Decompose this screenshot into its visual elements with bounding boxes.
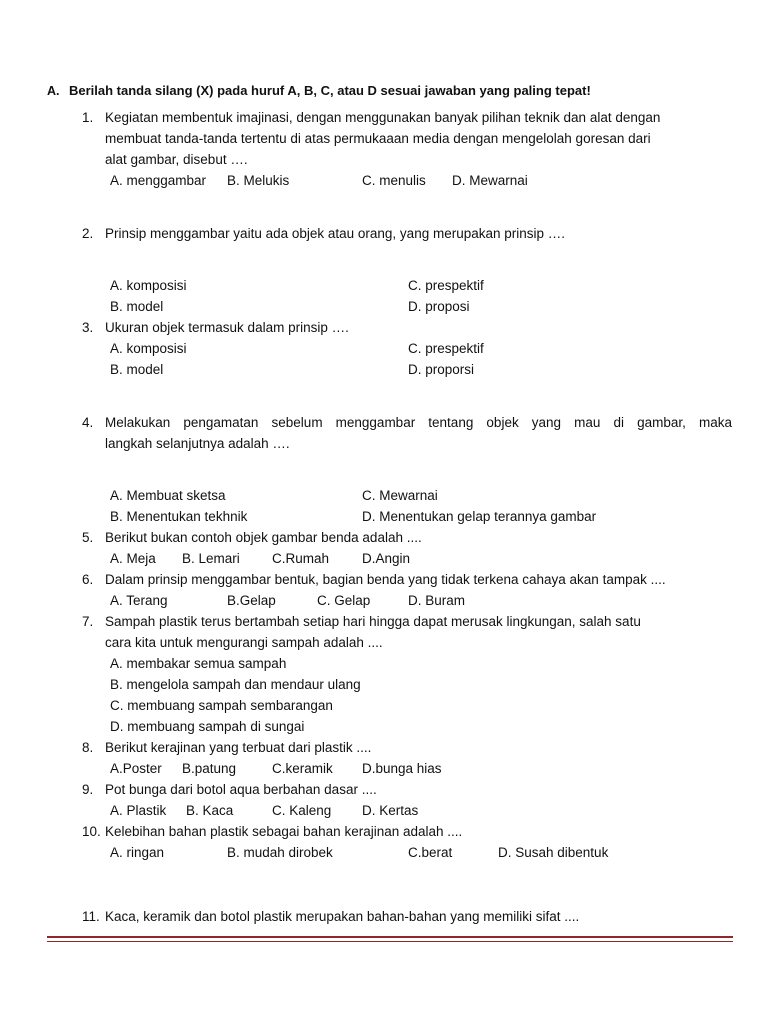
option-d[interactable]: D. Buram [408, 593, 466, 608]
question-text-line: Pot bunga dari botol aqua berbahan dasar .... [105, 782, 377, 797]
option-a[interactable]: A. Plastik [110, 803, 167, 818]
question-text-line: membuat tanda-tanda tertentu di atas permukaaan media dengan mengelolah goresan dari [105, 131, 651, 146]
option-b[interactable]: B. Menentukan tekhnik [110, 509, 248, 524]
question-number: 8. [82, 740, 94, 755]
option-b[interactable]: B. Lemari [182, 551, 240, 566]
question-text-line: langkah selanjutnya adalah …. [105, 436, 290, 451]
option-d[interactable]: D.Angin [362, 551, 411, 566]
option-b[interactable]: B. Melukis [227, 173, 290, 188]
option-d[interactable]: D. proposi [408, 299, 470, 314]
option-a[interactable]: A. komposisi [110, 278, 187, 293]
option-c[interactable]: C.keramik [272, 761, 333, 776]
question-number: 10. [82, 824, 101, 839]
option-c[interactable]: C. Gelap [317, 593, 371, 608]
option-d[interactable]: D. Mewarnai [452, 173, 528, 188]
question-number: 6. [82, 572, 94, 587]
option-d[interactable]: D.bunga hias [362, 761, 442, 776]
option-a[interactable]: A. Meja [110, 551, 156, 566]
option-a[interactable]: A. ringan [110, 845, 165, 860]
question-number: 11. [82, 909, 100, 924]
option-c[interactable]: C. membuang sampah sembarangan [110, 698, 333, 713]
question-text-line: Sampah plastik terus bertambah setiap hari hingga dapat merusak lingkungan, salah satu [105, 614, 641, 629]
question-text-line: Prinsip menggambar yaitu ada objek atau orang, yang merupakan prinsip …. [105, 226, 566, 241]
option-c[interactable]: C. Kaleng [272, 803, 332, 818]
question-number: 4. [82, 415, 94, 430]
footer-divider [47, 936, 733, 938]
option-b[interactable]: B.patung [182, 761, 237, 776]
question-text-line: Kegiatan membentuk imajinasi, dengan menggunakan banyak pilihan teknik dan alat dengan [105, 110, 661, 125]
question-text-line: Kelebihan bahan plastik sebagai bahan kerajinan adalah .... [105, 824, 463, 839]
question-text-line: Berikut kerajinan yang terbuat dari plastik .... [105, 740, 372, 755]
question-text-line: Dalam prinsip menggambar bentuk, bagian benda yang tidak terkena cahaya akan tampak .... [105, 572, 666, 587]
question-number: 7. [82, 614, 94, 629]
section-instruction: Berilah tanda silang (X) pada huruf A, B, C, atau D sesuai jawaban yang paling tepat! [69, 83, 591, 98]
option-c[interactable]: C. Mewarnai [362, 488, 438, 503]
section-letter: A. [47, 84, 60, 98]
question-number: 3. [82, 320, 94, 335]
option-a[interactable]: A. Terang [110, 593, 168, 608]
option-b[interactable]: B. model [110, 299, 164, 314]
option-c[interactable]: C. menulis [362, 173, 426, 188]
option-a[interactable]: A. Membuat sketsa [110, 488, 226, 503]
question-number: 9. [82, 782, 94, 797]
option-c[interactable]: C.berat [408, 845, 453, 860]
option-d[interactable]: D. proporsi [408, 362, 475, 377]
option-a[interactable]: A. membakar semua sampah [110, 656, 287, 671]
question-text-line: Kaca, keramik dan botol plastik merupakan bahan-bahan yang memiliki sifat .... [105, 909, 580, 924]
option-a[interactable]: A.Poster [110, 761, 162, 776]
option-c[interactable]: C. prespektif [408, 341, 484, 356]
option-c[interactable]: C. prespektif [408, 278, 484, 293]
footer-divider-thin [47, 941, 733, 942]
question-text-line: Berikut bukan contoh objek gambar benda adalah .... [105, 530, 422, 545]
option-d[interactable]: D. Susah dibentuk [498, 845, 609, 860]
option-b[interactable]: B. model [110, 362, 164, 377]
option-a[interactable]: A. komposisi [110, 341, 187, 356]
question-number: 1. [82, 110, 94, 125]
option-a[interactable]: A. menggambar [110, 173, 207, 188]
option-b[interactable]: B. Kaca [186, 803, 234, 818]
option-b[interactable]: B. mengelola sampah dan mendaur ulang [110, 677, 361, 692]
question-text-line: Ukuran objek termasuk dalam prinsip …. [105, 320, 349, 335]
option-d[interactable]: D. Menentukan gelap terannya gambar [362, 509, 597, 524]
question-text-line: alat gambar, disebut …. [105, 152, 248, 167]
question-text-line: Melakukan pengamatan sebelum menggambar tentang objek yang mau di gambar, maka [105, 415, 732, 430]
question-number: 5. [82, 530, 94, 545]
option-b[interactable]: B. mudah dirobek [227, 845, 333, 860]
option-d[interactable]: D. Kertas [362, 803, 419, 818]
option-c[interactable]: C.Rumah [272, 551, 330, 566]
question-number: 2. [82, 226, 94, 241]
option-b[interactable]: B.Gelap [227, 593, 276, 608]
option-d[interactable]: D. membuang sampah di sungai [110, 719, 305, 734]
question-text-line: cara kita untuk mengurangi sampah adalah .... [105, 635, 383, 650]
